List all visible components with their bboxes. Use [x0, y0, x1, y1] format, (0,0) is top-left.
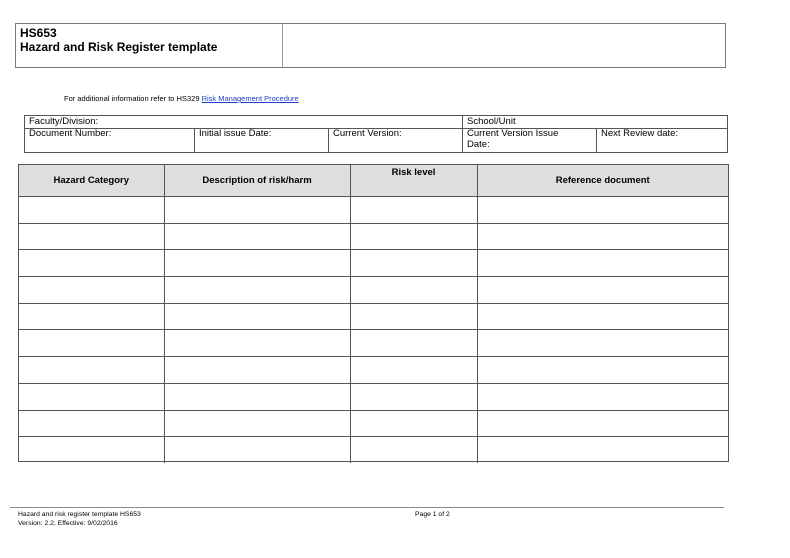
document-number-label: Document Number: — [29, 128, 112, 139]
hazard-category-cell[interactable] — [19, 303, 164, 330]
note-text: For additional information refer to HS329 — [64, 94, 202, 103]
description-cell[interactable] — [164, 277, 350, 304]
document-info-table — [24, 115, 728, 153]
reference-document-cell[interactable] — [477, 303, 728, 330]
description-cell[interactable] — [164, 330, 350, 357]
column-header-hazard-category: Hazard Category — [19, 165, 164, 197]
info-row-2 — [25, 128, 727, 152]
reference-document-cell[interactable] — [477, 357, 728, 384]
description-cell[interactable] — [164, 197, 350, 224]
initial-issue-date-label: Initial issue Date: — [199, 128, 272, 139]
footer-page-number: Page 1 of 2 — [415, 511, 450, 518]
table-row — [19, 303, 728, 330]
initial-issue-date-field[interactable] — [194, 128, 328, 152]
title-right-panel — [283, 24, 725, 67]
document-number-field[interactable] — [25, 128, 194, 152]
hazard-category-cell[interactable] — [19, 410, 164, 437]
school-unit-label: School/Unit — [467, 116, 516, 127]
faculty-division-field[interactable] — [25, 116, 462, 128]
footer-document-title: Hazard and risk register template HS653 — [18, 511, 141, 518]
footer-document-info — [18, 510, 141, 528]
hazard-category-cell[interactable] — [19, 330, 164, 357]
title-cell — [16, 24, 283, 67]
risk-level-cell[interactable] — [350, 330, 477, 357]
additional-info-note — [64, 94, 299, 104]
risk-level-cell[interactable] — [350, 303, 477, 330]
reference-document-cell[interactable] — [477, 383, 728, 410]
description-cell[interactable] — [164, 223, 350, 250]
hazard-category-cell[interactable] — [19, 250, 164, 277]
table-row — [19, 383, 728, 410]
reference-document-cell[interactable] — [477, 410, 728, 437]
risk-level-cell[interactable] — [350, 383, 477, 410]
next-review-date-field[interactable] — [596, 128, 727, 152]
footer-version: Version: 2.2, Effective: 9/02/2016 — [18, 520, 118, 527]
table-row — [19, 250, 728, 277]
reference-document-cell[interactable] — [477, 437, 728, 463]
risk-level-cell[interactable] — [350, 437, 477, 463]
column-header-risk-level: Risk level — [350, 165, 477, 197]
reference-document-cell[interactable] — [477, 277, 728, 304]
table-row — [19, 223, 728, 250]
risk-level-cell[interactable] — [350, 223, 477, 250]
risk-level-cell[interactable] — [350, 410, 477, 437]
current-version-label: Current Version: — [333, 128, 402, 139]
document-title-box — [15, 23, 726, 68]
description-cell[interactable] — [164, 303, 350, 330]
school-unit-field[interactable] — [462, 116, 727, 128]
footer-divider — [10, 507, 724, 508]
current-version-field[interactable] — [328, 128, 462, 152]
hazard-category-cell[interactable] — [19, 197, 164, 224]
hazard-category-cell[interactable] — [19, 357, 164, 384]
reference-document-cell[interactable] — [477, 223, 728, 250]
column-header-description: Description of risk/harm — [164, 165, 350, 197]
reference-document-cell[interactable] — [477, 197, 728, 224]
table-row — [19, 410, 728, 437]
risk-level-cell[interactable] — [350, 357, 477, 384]
description-cell[interactable] — [164, 383, 350, 410]
next-review-date-label: Next Review date: — [601, 128, 679, 139]
hazard-category-cell[interactable] — [19, 277, 164, 304]
document-title: Hazard and Risk Register template — [20, 40, 218, 54]
table-row — [19, 330, 728, 357]
risk-level-cell[interactable] — [350, 250, 477, 277]
description-cell[interactable] — [164, 437, 350, 463]
hazard-risk-register-table — [18, 164, 729, 462]
table-row — [19, 437, 728, 463]
table-header-row — [19, 165, 728, 197]
hazard-category-cell[interactable] — [19, 383, 164, 410]
hazard-category-cell[interactable] — [19, 437, 164, 463]
description-cell[interactable] — [164, 410, 350, 437]
current-version-issue-date-label: Current Version Issue Date: — [467, 128, 559, 150]
current-version-issue-date-field[interactable] — [462, 128, 596, 152]
reference-document-cell[interactable] — [477, 330, 728, 357]
column-header-reference-document: Reference document — [477, 165, 728, 197]
hazard-category-cell[interactable] — [19, 223, 164, 250]
table-row — [19, 197, 728, 224]
risk-management-procedure-link[interactable]: Risk Management Procedure — [201, 94, 299, 103]
risk-level-cell[interactable] — [350, 197, 477, 224]
table-row — [19, 277, 728, 304]
table-row — [19, 357, 728, 384]
faculty-division-label: Faculty/Division: — [29, 116, 99, 127]
description-cell[interactable] — [164, 357, 350, 384]
risk-level-cell[interactable] — [350, 277, 477, 304]
description-cell[interactable] — [164, 250, 350, 277]
reference-document-cell[interactable] — [477, 250, 728, 277]
document-code: HS653 — [20, 26, 57, 40]
